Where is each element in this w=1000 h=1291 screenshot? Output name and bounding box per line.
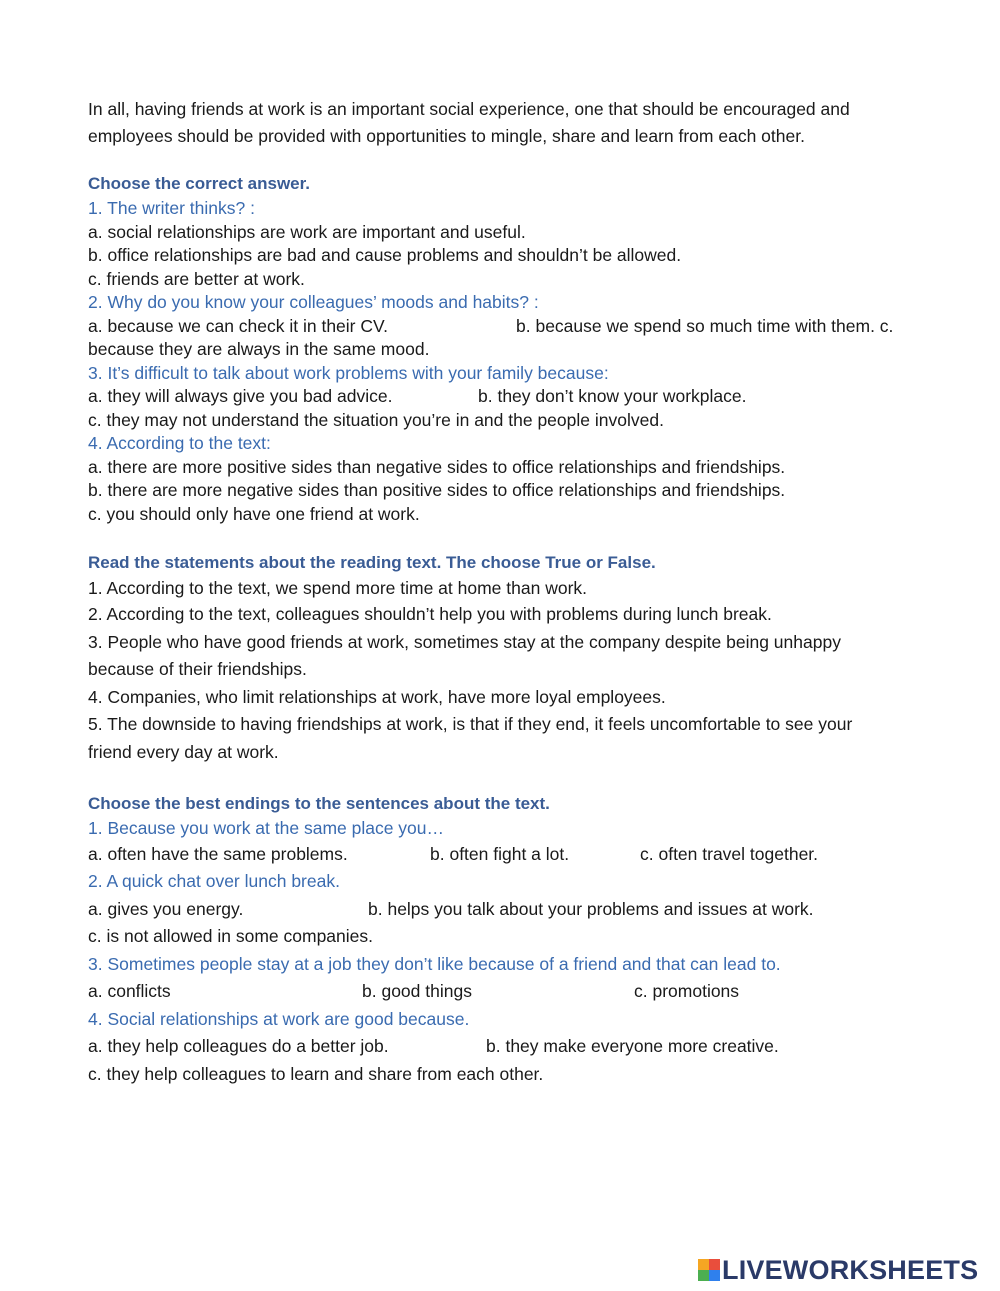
section1-q2-options-row [88, 315, 928, 339]
section3-q1-option-a[interactable]: a. often have the same problems. [88, 843, 348, 864]
section3-question-1: 1. Because you work at the same place you… [88, 818, 445, 838]
section2-statement-5-line1[interactable]: 5. The downside to having friendships at work, is that if they end, it feels uncomfortable to see your [88, 714, 853, 734]
section1-question-3: 3. It’s difficult to talk about work problems with your family because: [88, 362, 609, 383]
spacer [88, 526, 928, 550]
section1-question-1: 1. The writer thinks? : [88, 198, 255, 218]
logo-text: LIVEWORKSHEETS [722, 1254, 979, 1285]
section3-q2-option-b[interactable]: b. helps you talk about your problems and issues at work. [368, 898, 814, 919]
section3-q4-options-row [88, 1033, 928, 1061]
section2-heading: Read the statements about the reading text. The choose True or False. [88, 553, 656, 572]
section3-q2-option-a[interactable]: a. gives you energy. [88, 898, 244, 919]
section3-q3-option-a[interactable]: a. conflicts [88, 981, 171, 1001]
section2-statement-3-line2[interactable]: because of their friendships. [88, 659, 307, 679]
section3-q4-option-a[interactable]: a. they help colleagues do a better job. [88, 1036, 389, 1056]
section3-q2-option-c[interactable]: c. is not allowed in some companies. [88, 926, 373, 946]
worksheet-page [88, 96, 928, 1088]
liveworksheets-logo [698, 1254, 978, 1286]
section2-statement-1[interactable]: 1. According to the text, we spend more time at home than work. [88, 578, 588, 598]
section2-statement-2[interactable]: 2. According to the text, colleagues shouldn’t help you with problems during lunch break. [88, 604, 772, 624]
spacer [88, 766, 928, 791]
section1-q3-options-row [88, 385, 928, 409]
section1-heading: Choose the correct answer. [88, 174, 311, 193]
logo-squares-icon [698, 1259, 720, 1281]
section3-q3-option-b[interactable]: b. good things [362, 981, 472, 1001]
section1-q3-option-a[interactable]: a. they will always give you bad advice. [88, 386, 393, 406]
section2-statement-3-line1[interactable]: 3. People who have good friends at work, sometimes stay at the company despite being unhappy [88, 631, 841, 652]
section3-question-3: 3. Sometimes people stay at a job they don’t like because of a friend and that can lead to. [88, 953, 781, 974]
section1-q2-option-b[interactable]: b. because we spend so much time with them. c. [516, 315, 894, 336]
section3-question-4: 4. Social relationships at work are good because. [88, 1008, 470, 1029]
section1-question-2: 2. Why do you know your colleagues’ moods and habits? : [88, 292, 539, 312]
section1-q4-option-a[interactable]: a. there are more positive sides than negative sides to office relationships and friendships. [88, 456, 786, 477]
section3-q1-option-c[interactable]: c. often travel together. [640, 843, 819, 864]
section3-q3-options-row [88, 978, 928, 1006]
section3-q1-options-row [88, 841, 928, 869]
section1-q3-option-b[interactable]: b. they don’t know your workplace. [478, 386, 747, 406]
section3-q3-option-c[interactable]: c. promotions [634, 981, 740, 1001]
section1-q3-option-c[interactable]: c. they may not understand the situation you’re in and the people involved. [88, 409, 664, 430]
section3-heading: Choose the best endings to the sentences about the text. [88, 794, 550, 813]
section3-q2-options-row [88, 896, 928, 924]
section3-question-2: 2. A quick chat over lunch break. [88, 871, 340, 891]
section1-q2-option-c[interactable]: because they are always in the same mood. [88, 339, 430, 359]
intro-paragraph: In all, having friends at work is an important social experience, one that should be encouraged and employees should be provided with opportunities to mingle, share and learn from each other. [88, 99, 850, 146]
section1-q1-option-c[interactable]: c. friends are better at work. [88, 268, 305, 289]
section1-q2-option-a[interactable]: a. because we can check it in their CV. [88, 315, 388, 336]
section1-q4-option-c[interactable]: c. you should only have one friend at work. [88, 503, 420, 524]
section3-q1-option-b[interactable]: b. often fight a lot. [430, 843, 570, 864]
section3-q4-option-c[interactable]: c. they help colleagues to learn and share from each other. [88, 1063, 544, 1084]
section2-statement-5-line2[interactable]: friend every day at work. [88, 741, 279, 762]
section1-question-4: 4. According to the text: [88, 433, 271, 453]
section1-q1-option-a[interactable]: a. social relationships are work are important and useful. [88, 221, 526, 242]
section2-statement-4[interactable]: 4. Companies, who limit relationships at work, have more loyal employees. [88, 686, 666, 707]
section1-q1-option-b[interactable]: b. office relationships are bad and cause problems and shouldn’t be allowed. [88, 245, 682, 265]
section1-q4-option-b[interactable]: b. there are more negative sides than positive sides to office relationships and friendships. [88, 480, 786, 500]
section3-q4-option-b[interactable]: b. they make everyone more creative. [486, 1036, 779, 1056]
